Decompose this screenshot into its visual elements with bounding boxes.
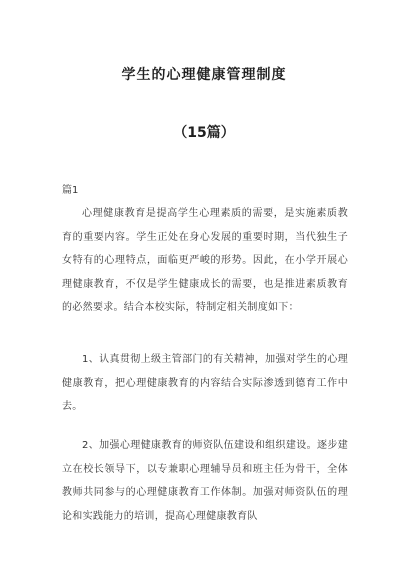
- paragraph-item-1: 1、认真贯彻上级主管部门的有关精神，加强对学生的心理健康教育，把心理健康教育的内容结合实际渗透到德育工作中去。: [62, 354, 348, 413]
- document-subtitle: （15篇）: [173, 125, 235, 141]
- paragraph-intro: 心理健康教育是提高学生心理素质的需要，是实施素质教育的重要内容。学生正处在身心发展的重要时期，当代独生子女特有的心理特点，面临更严峻的形势。因此，在小学开展心理健康教育，不仅是学生健康成长的需要，也是推进素质教育的必然要求。结合本校实际，特制定相关制度如下：: [62, 208, 348, 314]
- document-title: 学生的心理健康管理制度: [121, 67, 287, 83]
- paragraph-item-2: 2、加强心理健康教育的师资队伍建设和组织建设。逐步建立在校长领导下，以专兼职心理辅导员和班主任为骨干，全体教师共同参与的心理健康教育工作体制。加强对师资队伍的理论和实践能力的培训，提高心理健康教育队: [62, 440, 348, 522]
- section-label: 篇1: [62, 185, 79, 196]
